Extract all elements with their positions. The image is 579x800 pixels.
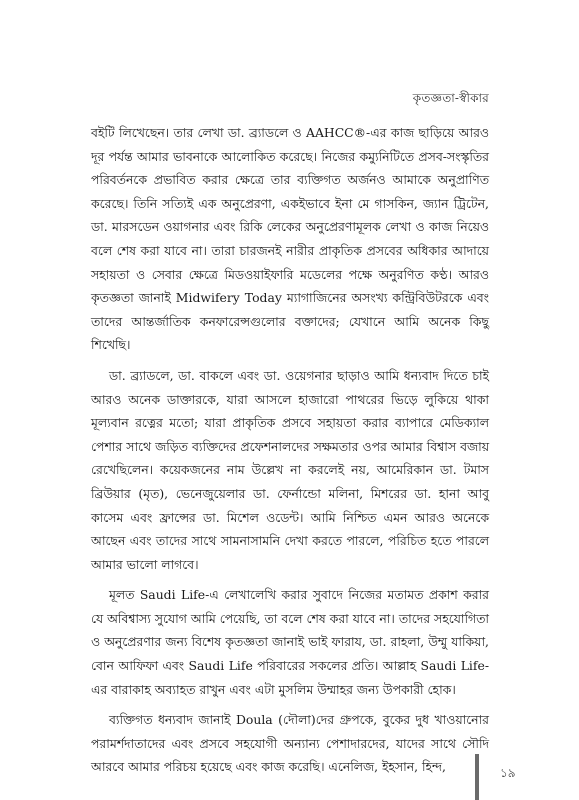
- body-text: [91, 121, 489, 786]
- paragraph: মূলত Saudi Life-এ লেখালেখি করার সুবাদে নিজের মতামত প্রকাশ করার যে অবিশ্বাস্য সুযোগ আমি পেয়েছি, তা বলে শেষ করা যাবে না। তাদের সহযোগিতা ও অনুপ্রেরণার জন্য বিশেষ কৃতজ্ঞতা জানাই ভাই ফারায, ডা. রাহলা, উম্মু যাকিয়া, বোন আফিফা এবং Saudi Life পরিবারের সকলের প্রতি। আল্লাহ Saudi Life-এর বারাকাহ অব্যাহত রাখুন এবং এটা মুসলিম উম্মাহর জন্য উপকারী হোক।: [91, 587, 489, 697]
- running-header: কৃতজ্ঞতা-স্বীকার: [412, 91, 489, 105]
- page-footer: [0, 748, 579, 800]
- paragraph: বইটি লিখেছেন। তার লেখা ডা. ব্র্যাডলে ও AAHCC®-এর কাজ ছাড়িয়ে আরও দূর পর্যন্ত আমার ভাবনাকে আলোকিত করেছে। নিজের কম্যুনিটিতে প্রসব-সংস্কৃতির পরিবর্তনকে প্রভাবিত করার ক্ষেত্রে তার ব্যক্তিগত অর্জনও আমাকে অনুপ্রাণিত করেছে। তিনি সত্যিই এক অনুপ্রেরণা, একইভাবে ইনা মে গাসকিন, জ্যান ট্রিটেন, ডা. মারসডেন ওয়াগনার এবং রিকি লেকের অনুপ্রেরণামূলক লেখা ও কাজ নিয়েও বলে শেষ করা যাবে না। তারা চারজনই নারীর প্রাকৃতিক প্রসবের অধিকার আদায়ে সহায়তা ও সেবার ক্ষেত্রে মিডওয়াইফারি মডেলের পক্ষে অনুরণিত কণ্ঠ। আরও কৃতজ্ঞতা জানাই Midwifery Today ম্যাগাজিনের অসংখ্য কন্ট্রিবিউটরকে এবং তাদের আন্তর্জাতিক কনফারেন্সগুলোর বক্তাদের; যেখানে আমি অনেক কিছু শিখেছি।: [91, 125, 489, 353]
- footer-rule: [475, 754, 479, 800]
- page-number: ১৯: [500, 766, 516, 780]
- paragraph: ডা. ব্র্যাডলে, ডা. বাকলে এবং ডা. ওয়েগনার ছাড়াও আমি ধন্যবাদ দিতে চাই আরও অনেক ডাক্তারকে, যারা আসলে হাজারো পাথরের ভিড়ে লুকিয়ে থাকা মূল্যবান রত্নের মতো; যারা প্রাকৃতিক প্রসবে সহায়তা করার ব্যাপারে মেডিক্যাল পেশার সাথে জড়িত ব্যক্তিদের প্রফেশনালদের সক্ষমতার ওপর আমার বিশ্বাস বজায় রেখেছিলেন। কয়েকজনের নাম উল্লেখ না করলেই নয়, আমেরিকান ডা. টমাস ব্রিউয়ার (মৃত), ভেনেজুয়েলার ডা. ফের্নান্ডো মলিনা, মিশরের ডা. হানা আবু কাসেম এবং ফ্রান্সের ডা. মিশেল ওডেন্ট। আমি নিশ্চিত এমন আরও অনেকে আছেন এবং তাদের সাথে সামনাসামনি দেখা করতে পারলে, পরিচিত হতে পারলে আমার ভালো লাগবে।: [91, 367, 489, 572]
- paragraph: ব্যক্তিগত ধন্যবাদ জানাই Doula (দৌলা)দের গ্রুপকে, বুকের দুধ খাওয়ানোর পরামর্শদাতাদের এবং প্রসবে সহযোগী অন্যান্য পেশাদারদের, যাদের সাথে সৌদি আরবে আমার পরিচয় হয়েছে এবং কাজ করেছি। এনেলিজ, ইহসান, হিন্দ,: [91, 712, 489, 775]
